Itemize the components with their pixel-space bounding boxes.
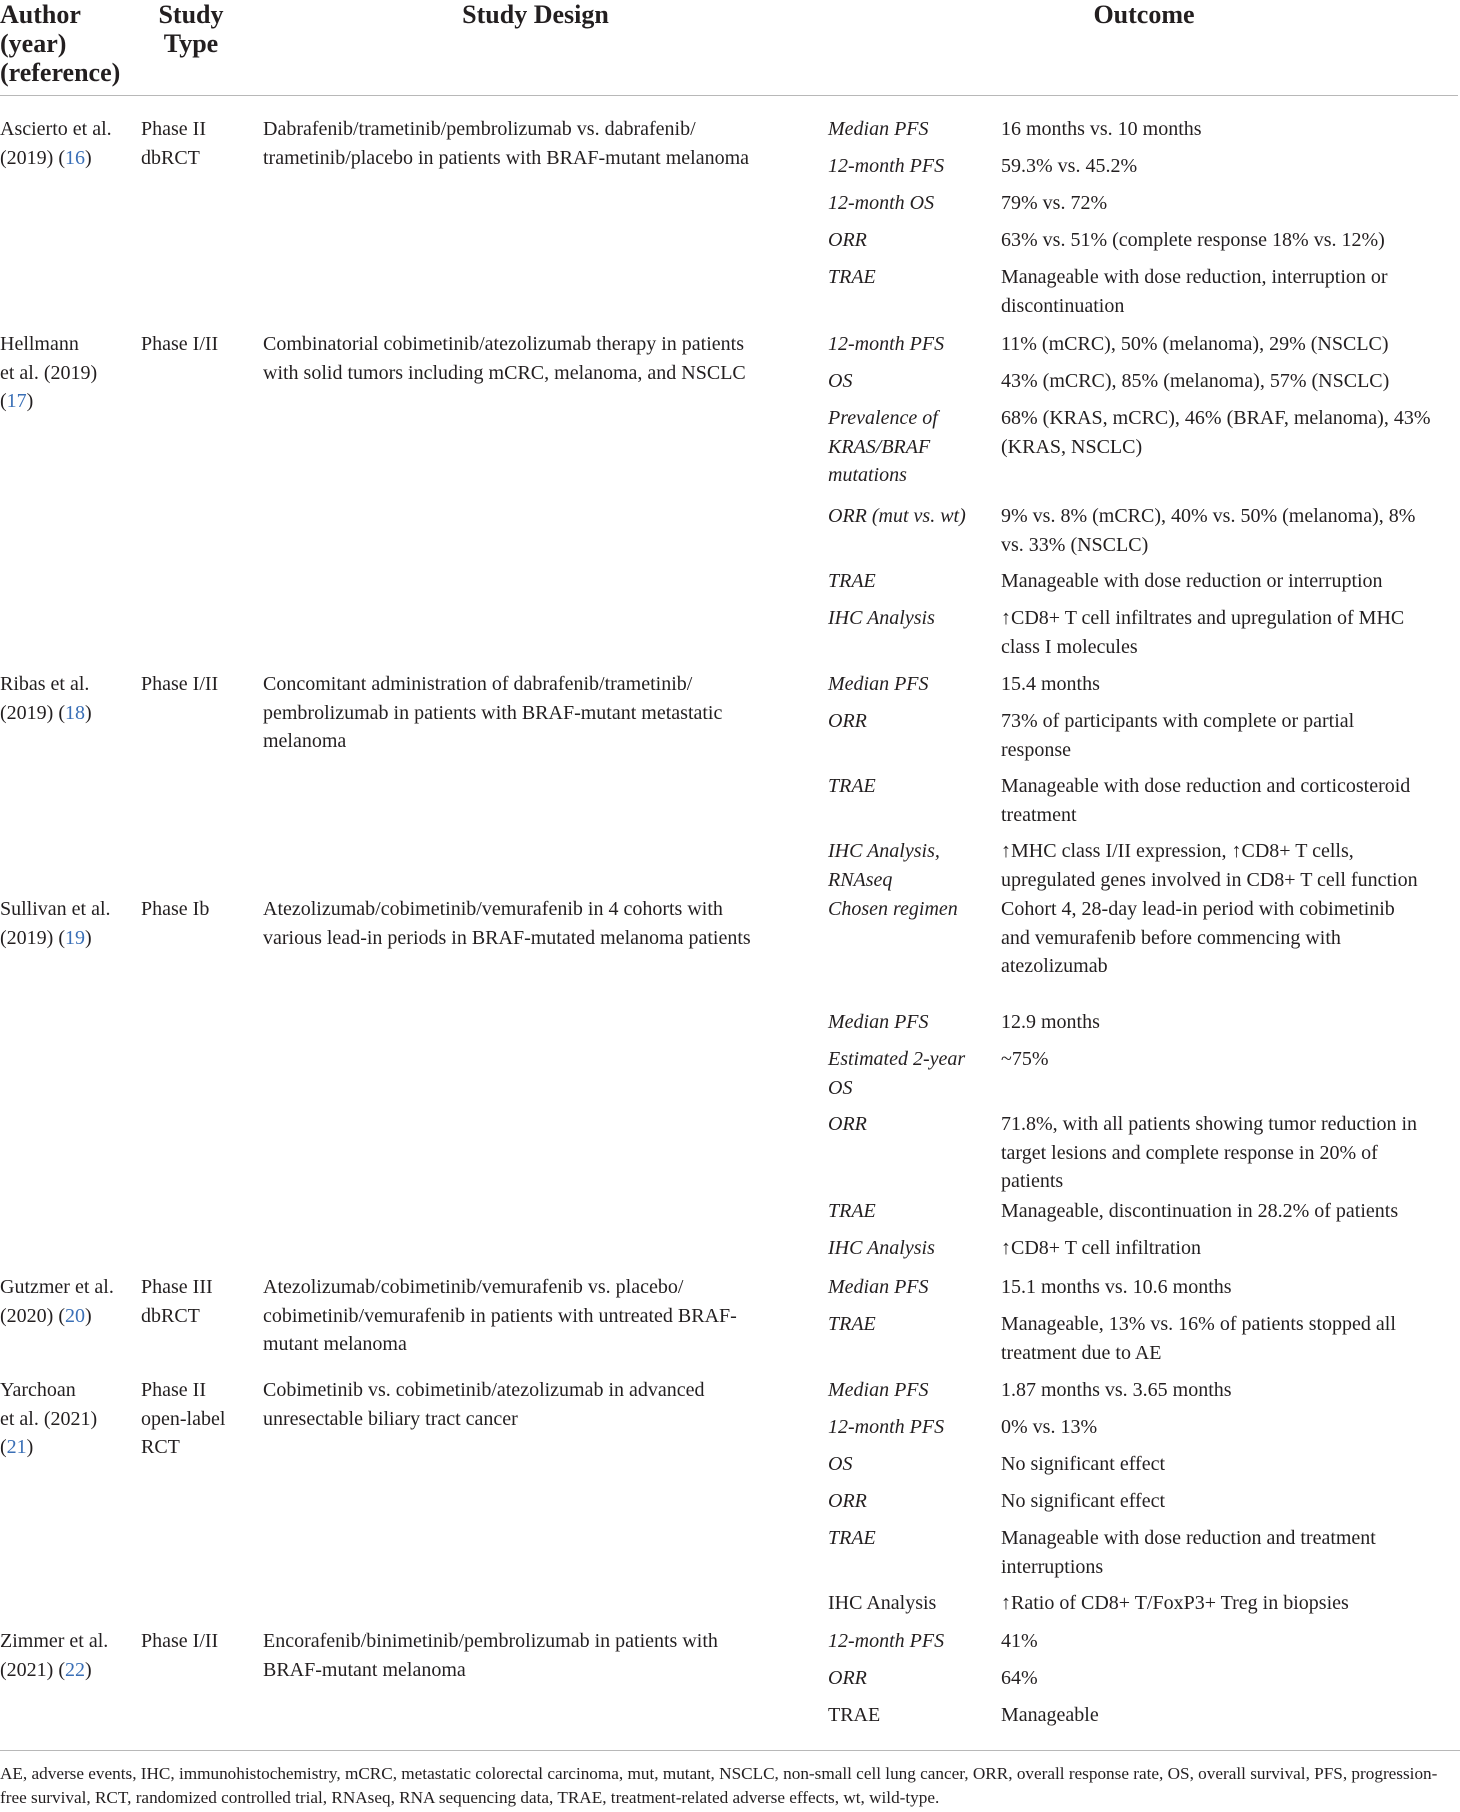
outcome-label — [828, 189, 998, 218]
outcome-value-line: treatment due to AE — [1001, 1341, 1162, 1364]
outcome-label — [828, 1310, 998, 1339]
outcome-value-line: patients — [1001, 1170, 1064, 1192]
outcome-label-line: ORR — [828, 1113, 867, 1135]
outcome-label-line: 12-month OS — [828, 192, 935, 214]
study-type-cell — [141, 1376, 241, 1462]
author-line: Ascierto et al. — [0, 118, 112, 140]
outcome-value-line: (KRAS, NSCLC) — [1001, 435, 1143, 458]
outcome-value — [1001, 1310, 1460, 1367]
outcome-value-line: 15.4 months — [1001, 673, 1100, 695]
author-line: Hellmann — [0, 333, 79, 355]
outcome-value-line: Manageable with dose reduction or interruption — [1001, 570, 1383, 592]
study-design-cell — [263, 670, 803, 756]
outcome-value — [1001, 772, 1460, 829]
author-line: Sullivan et al. — [0, 898, 111, 920]
reference-link[interactable]: 16 — [64, 146, 85, 169]
outcome-label-line: Chosen regimen — [828, 898, 958, 920]
outcome-label-line: TRAE — [828, 266, 876, 288]
outcome-label-line: RNAseq — [828, 868, 893, 891]
study-design-line: Cobimetinib vs. cobimetinib/atezolizumab in advanced — [263, 1379, 705, 1401]
outcome-label — [828, 1273, 998, 1302]
study-type-line: Phase II — [141, 118, 206, 140]
outcome-value — [1001, 1487, 1460, 1516]
outcome-label — [828, 670, 998, 699]
outcome-value — [1001, 1664, 1460, 1693]
outcome-value-line: 59.3% vs. 45.2% — [1001, 155, 1138, 177]
study-design-line: Encorafenib/binimetinib/pembrolizumab in patients with — [263, 1630, 718, 1652]
author-line — [0, 144, 128, 173]
outcome-label-line: TRAE — [828, 775, 876, 797]
study-design-cell — [263, 330, 803, 387]
author-line — [0, 699, 128, 728]
author-line — [0, 387, 128, 416]
outcome-label-line: 12-month PFS — [828, 1416, 945, 1438]
author-cell — [0, 115, 128, 172]
outcome-label — [828, 1701, 998, 1730]
author-text: ( — [0, 1436, 7, 1458]
outcome-label-line: TRAE — [828, 1313, 876, 1335]
author-line: Yarchoan — [0, 1379, 76, 1401]
study-design-line: mutant melanoma — [263, 1333, 407, 1355]
outcome-label-line: Median PFS — [828, 1276, 929, 1298]
study-type-line: Phase III — [141, 1276, 213, 1298]
outcome-value-line: 43% (mCRC), 85% (melanoma), 57% (NSCLC) — [1001, 370, 1390, 392]
outcome-value-line: 9% vs. 8% (mCRC), 40% vs. 50% (melanoma), 8% — [1001, 505, 1416, 527]
study-type-line: open-label — [141, 1407, 226, 1430]
author-line: et al. (2021) — [0, 1407, 98, 1430]
outcome-value-line: No significant effect — [1001, 1490, 1166, 1512]
outcome-label — [828, 772, 998, 801]
reference-close: ) — [84, 701, 92, 724]
study-design-line: cobimetinib/vemurafenib in patients with untreated BRAF- — [263, 1304, 737, 1327]
footer-rule — [0, 1750, 1460, 1751]
study-type-cell — [141, 670, 241, 699]
outcome-label — [828, 1524, 998, 1553]
outcome-value — [1001, 115, 1460, 144]
author-line: Gutzmer et al. — [0, 1276, 114, 1298]
outcome-value — [1001, 1413, 1460, 1442]
study-type-line: dbRCT — [141, 146, 200, 169]
study-type-line: Phase I/II — [141, 333, 219, 355]
author-cell — [0, 330, 128, 416]
author-line: Ribas et al. — [0, 673, 90, 695]
reference-link[interactable]: 20 — [64, 1304, 85, 1327]
header-study-design: Study Design — [462, 0, 609, 29]
outcome-value-line: 0% vs. 13% — [1001, 1416, 1098, 1438]
outcome-value-line: treatment — [1001, 803, 1077, 826]
reference-link[interactable]: 18 — [64, 701, 85, 724]
author-line — [0, 1433, 128, 1462]
study-design-cell — [263, 895, 803, 952]
outcome-value-line: 41% — [1001, 1630, 1038, 1652]
outcome-value — [1001, 1450, 1460, 1479]
outcome-value-line: 12.9 months — [1001, 1011, 1100, 1033]
outcome-label-line: ORR — [828, 1667, 867, 1689]
header-author-line: (year) — [0, 29, 67, 58]
outcome-value — [1001, 670, 1460, 699]
author-text: (2019) ( — [0, 701, 65, 724]
outcome-label-line: ORR — [828, 1490, 867, 1512]
outcome-value — [1001, 604, 1460, 661]
study-design-line: with solid tumors including mCRC, melanoma, and NSCLC — [263, 361, 746, 384]
outcome-value — [1001, 1524, 1460, 1581]
study-design-line: Concomitant administration of dabrafenib/trametinib/ — [263, 673, 693, 695]
outcome-value-line: Manageable with dose reduction and corticosteroid — [1001, 775, 1411, 797]
outcome-label — [828, 567, 998, 596]
study-design-cell — [263, 1627, 803, 1684]
outcome-value — [1001, 895, 1460, 981]
study-design-line: unresectable biliary tract cancer — [263, 1407, 518, 1430]
outcome-label — [828, 152, 998, 181]
study-design-line: Atezolizumab/cobimetinib/vemurafenib vs. placebo/ — [263, 1276, 684, 1298]
study-design-cell — [263, 1273, 803, 1359]
header-study-type — [141, 0, 241, 58]
header-author-line: (reference) — [0, 58, 121, 87]
outcome-label-line: KRAS/BRAF — [828, 435, 931, 458]
outcome-label — [828, 330, 998, 359]
outcome-label — [828, 1045, 998, 1102]
author-cell — [0, 895, 128, 952]
outcome-label-line: IHC Analysis — [828, 1592, 937, 1614]
author-line: Zimmer et al. — [0, 1630, 109, 1652]
outcome-value-line: response — [1001, 738, 1071, 761]
outcome-label — [828, 1234, 998, 1263]
outcome-value — [1001, 1376, 1460, 1405]
outcome-label-line: OS — [828, 370, 853, 392]
reference-close: ) — [26, 390, 34, 412]
reference-link[interactable]: 17 — [6, 390, 27, 412]
outcome-value — [1001, 502, 1460, 559]
outcome-value-line: Manageable, discontinuation in 28.2% of patients — [1001, 1200, 1399, 1222]
study-type-cell — [141, 895, 241, 924]
author-line — [0, 924, 128, 953]
outcome-value-line: ↑CD8+ T cell infiltration — [1001, 1237, 1201, 1259]
study-type-cell — [141, 115, 241, 172]
outcome-value — [1001, 404, 1460, 461]
header-rule — [0, 95, 1458, 96]
author-line — [0, 1656, 128, 1685]
outcome-label — [828, 1110, 998, 1139]
outcome-value — [1001, 1110, 1460, 1196]
outcome-label-line: TRAE — [828, 1200, 876, 1222]
study-design-line: Dabrafenib/trametinib/pembrolizumab vs. dabrafenib/ — [263, 118, 696, 140]
header-author — [0, 0, 130, 87]
study-type-cell — [141, 330, 241, 359]
outcome-value-line: 1.87 months vs. 3.65 months — [1001, 1379, 1232, 1401]
reference-close: ) — [84, 926, 92, 949]
outcome-label-line: IHC Analysis, — [828, 840, 940, 862]
outcome-label-line: Median PFS — [828, 1011, 929, 1033]
outcome-value-line: Manageable with dose reduction, interruption or — [1001, 266, 1388, 288]
header-study-type-line: Study — [158, 0, 224, 29]
outcome-value-line: Cohort 4, 28-day lead-in period with cobimetinib — [1001, 898, 1395, 920]
outcome-label — [828, 1450, 998, 1479]
study-type-line: RCT — [141, 1436, 180, 1458]
study-design-cell — [263, 115, 803, 172]
outcome-label-line: TRAE — [828, 1527, 876, 1549]
author-text: (2019) ( — [0, 146, 65, 169]
author-cell — [0, 1273, 128, 1330]
study-type-line: Phase II — [141, 1379, 206, 1401]
study-design-line: BRAF-mutant melanoma — [263, 1658, 466, 1681]
outcome-label-line: Prevalence of — [828, 407, 938, 429]
outcome-label-line: 12-month PFS — [828, 155, 945, 177]
outcome-label — [828, 115, 998, 144]
reference-close: ) — [84, 1304, 92, 1327]
outcome-value-line: 79% vs. 72% — [1001, 192, 1108, 214]
outcome-label-line: OS — [828, 1076, 853, 1099]
outcome-label — [828, 895, 998, 924]
outcome-label-line: mutations — [828, 464, 907, 486]
outcome-value — [1001, 367, 1460, 396]
outcome-value-line: Manageable — [1001, 1704, 1099, 1726]
outcome-label — [828, 1664, 998, 1693]
outcome-value-line: 11% (mCRC), 50% (melanoma), 29% (NSCLC) — [1001, 333, 1389, 355]
outcome-value-line: upregulated genes involved in CD8+ T cell function — [1001, 868, 1418, 891]
reference-close: ) — [84, 146, 92, 169]
outcome-value-line: 68% (KRAS, mCRC), 46% (BRAF, melanoma), 43% — [1001, 407, 1431, 429]
outcome-value-line: ↑MHC class I/II expression, ↑CD8+ T cells, — [1001, 840, 1354, 862]
outcome-label — [828, 1008, 998, 1037]
outcome-label-line: ORR — [828, 229, 867, 251]
outcome-label-line: 12-month PFS — [828, 333, 945, 355]
outcome-label — [828, 1627, 998, 1656]
outcome-label-line: TRAE — [828, 1704, 881, 1726]
outcome-label-line: TRAE — [828, 570, 876, 592]
outcome-label-line: IHC Analysis — [828, 1237, 935, 1259]
author-line: et al. (2019) — [0, 361, 98, 384]
table-footnote: AE, adverse events, IHC, immunohistochemistry, mCRC, metastatic colorectal carcinoma, mut, mutant, NSCLC, non-small cell lung cancer, ORR, overall response rate, OS, overall survival, PFS, progression-free survival, RCT, randomized controlled trial, RNAseq, RNA sequencing data, TRAE, treatment-related adverse effects, wt, wild-type. — [0, 1764, 1438, 1807]
outcome-label — [828, 604, 998, 633]
outcome-label-line: OS — [828, 1453, 853, 1475]
header-study-type-line: Type — [163, 29, 219, 58]
outcome-label — [828, 226, 998, 255]
author-line — [0, 1302, 128, 1331]
outcome-value — [1001, 1701, 1460, 1730]
study-type-line: Phase I/II — [141, 673, 219, 695]
outcome-label-line: ORR (mut vs. wt) — [828, 505, 966, 527]
study-design-line: melanoma — [263, 730, 347, 752]
outcome-value-line: ~75% — [1001, 1048, 1049, 1070]
outcome-value-line: 16 months vs. 10 months — [1001, 118, 1202, 140]
outcome-value-line: 63% vs. 51% (complete response 18% vs. 12%) — [1001, 229, 1385, 251]
study-design-line: various lead-in periods in BRAF-mutated melanoma patients — [263, 926, 751, 949]
outcome-label-line: Median PFS — [828, 118, 929, 140]
outcome-value — [1001, 1589, 1460, 1618]
outcome-value-line: interruptions — [1001, 1555, 1104, 1578]
outcome-label — [828, 1413, 998, 1442]
study-design-line: trametinib/placebo in patients with BRAF-mutant melanoma — [263, 146, 750, 169]
outcome-value-line: and vemurafenib before commencing with — [1001, 926, 1341, 949]
outcome-label-line: Estimated 2-year — [828, 1048, 966, 1070]
outcome-value-line: ↑CD8+ T cell infiltrates and upregulation of MHC — [1001, 607, 1405, 629]
outcome-value-line: 73% of participants with complete or partial — [1001, 710, 1355, 732]
outcome-label-line: IHC Analysis — [828, 607, 935, 629]
outcome-label — [828, 404, 998, 490]
outcome-value-line: Manageable with dose reduction and treatment — [1001, 1527, 1376, 1549]
outcome-value — [1001, 707, 1460, 764]
study-type-cell — [141, 1627, 241, 1656]
outcome-value — [1001, 152, 1460, 181]
outcome-value-line: No significant effect — [1001, 1453, 1166, 1475]
outcome-value — [1001, 1008, 1460, 1037]
outcome-label-line: 12-month PFS — [828, 1630, 945, 1652]
study-type-cell — [141, 1273, 241, 1330]
outcome-value — [1001, 837, 1460, 894]
outcome-label — [828, 1487, 998, 1516]
outcome-value-line: class I molecules — [1001, 635, 1138, 658]
outcome-value-line: target lesions and complete response in 20% of — [1001, 1141, 1378, 1164]
outcome-value-line: discontinuation — [1001, 294, 1125, 317]
outcome-value-line: 64% — [1001, 1667, 1038, 1689]
outcome-value — [1001, 567, 1460, 596]
outcome-label — [828, 367, 998, 396]
outcome-value — [1001, 189, 1460, 218]
author-text: ( — [0, 390, 7, 412]
outcome-label — [828, 502, 998, 531]
outcome-value-line: 15.1 months vs. 10.6 months — [1001, 1276, 1232, 1298]
header-outcome: Outcome — [1093, 0, 1195, 29]
outcome-label — [828, 1589, 998, 1618]
outcome-value — [1001, 1045, 1460, 1074]
outcome-value-line: Manageable, 13% vs. 16% of patients stopped all — [1001, 1313, 1396, 1335]
outcome-label — [828, 707, 998, 736]
outcome-label-line: ORR — [828, 710, 867, 732]
study-type-line: Phase I/II — [141, 1630, 219, 1652]
outcome-value — [1001, 1197, 1460, 1226]
outcome-label — [828, 1376, 998, 1405]
author-cell — [0, 670, 128, 727]
outcome-value-line: vs. 33% (NSCLC) — [1001, 533, 1149, 556]
author-cell — [0, 1376, 128, 1462]
reference-close: ) — [84, 1658, 92, 1681]
outcome-label-line: Median PFS — [828, 1379, 929, 1401]
outcome-label — [828, 263, 998, 292]
study-design-cell — [263, 1376, 803, 1433]
outcome-value-line: atezolizumab — [1001, 955, 1108, 977]
reference-link[interactable]: 19 — [64, 926, 85, 949]
outcome-value — [1001, 330, 1460, 359]
study-design-line: pembrolizumab in patients with BRAF-mutant metastatic — [263, 701, 723, 724]
reference-link[interactable]: 21 — [6, 1436, 27, 1458]
outcome-value — [1001, 226, 1460, 255]
study-design-line: Combinatorial cobimetinib/atezolizumab therapy in patients — [263, 333, 744, 355]
outcome-value — [1001, 1627, 1460, 1656]
outcome-value-line: ↑Ratio of CD8+ T/FoxP3+ Treg in biopsies — [1001, 1592, 1349, 1614]
reference-close: ) — [26, 1436, 34, 1458]
study-type-line: dbRCT — [141, 1304, 200, 1327]
header-author-line: Author — [0, 0, 81, 29]
author-text: (2020) ( — [0, 1304, 65, 1327]
author-cell — [0, 1627, 128, 1684]
study-type-line: Phase Ib — [141, 898, 210, 920]
outcome-label — [828, 837, 998, 894]
outcome-value — [1001, 263, 1460, 320]
outcome-value — [1001, 1234, 1460, 1263]
study-design-line: Atezolizumab/cobimetinib/vemurafenib in 4 cohorts with — [263, 898, 723, 920]
reference-link[interactable]: 22 — [64, 1658, 85, 1681]
outcome-value-line: 71.8%, with all patients showing tumor reduction in — [1001, 1113, 1418, 1135]
author-text: (2021) ( — [0, 1658, 65, 1681]
outcome-label-line: Median PFS — [828, 673, 929, 695]
author-text: (2019) ( — [0, 926, 65, 949]
outcome-value — [1001, 1273, 1460, 1302]
outcome-label — [828, 1197, 998, 1226]
